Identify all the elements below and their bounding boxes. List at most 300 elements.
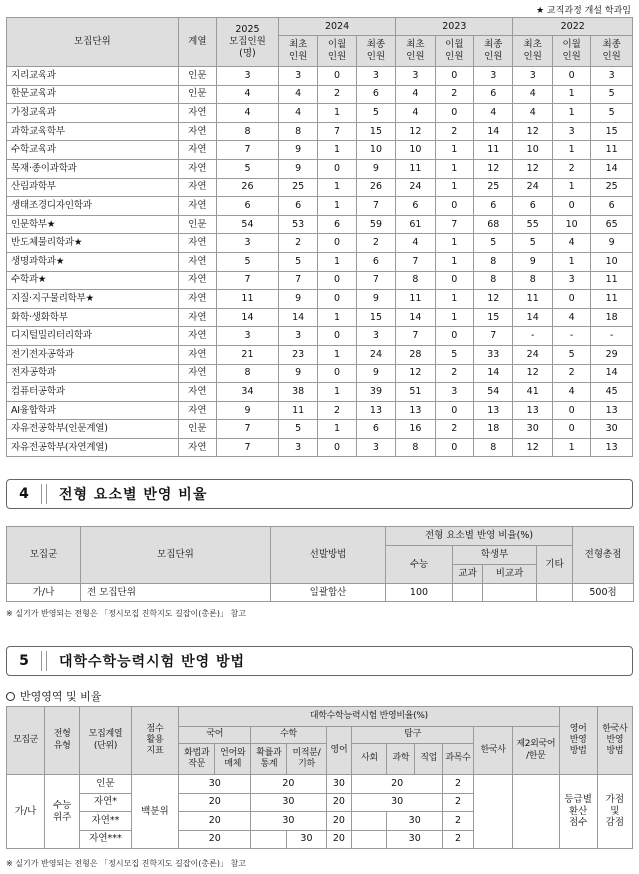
count-cell: 4 — [278, 85, 317, 104]
cell-social-4 — [352, 830, 387, 849]
header-2024-carried: 이월 인원 — [318, 36, 356, 67]
count-cell: 14 — [591, 364, 633, 383]
count-cell: 4 — [278, 104, 317, 123]
count-cell: 0 — [318, 290, 356, 309]
header-2022-carried: 이월 인원 — [552, 36, 590, 67]
count-cell: 7 — [217, 438, 279, 457]
count-cell: 6 — [396, 197, 435, 216]
cell-social-3 — [352, 812, 387, 831]
count-cell: 1 — [552, 104, 590, 123]
count-cell: 24 — [513, 345, 552, 364]
count-cell: 6 — [356, 420, 395, 439]
track-cell: 자연 — [178, 308, 216, 327]
count-cell: 1 — [318, 141, 356, 160]
table-row — [7, 364, 633, 383]
count-cell: 55 — [513, 215, 552, 234]
header-english: 영어 — [326, 727, 352, 775]
cell-math-1: 20 — [251, 775, 326, 794]
count-cell: 11 — [396, 159, 435, 178]
count-cell: 8 — [513, 271, 552, 290]
cell-science-4: 30 — [387, 830, 443, 849]
cell-count-2: 2 — [443, 793, 474, 812]
table-row — [7, 345, 633, 364]
count-cell: 7 — [217, 141, 279, 160]
section-5-subtitle-text: 반영영역 및 비율 — [20, 690, 102, 703]
count-cell: 0 — [318, 438, 356, 457]
cell-suneung: 100 — [386, 584, 453, 602]
count-cell: 4 — [396, 85, 435, 104]
cell-track-1: 인문 — [80, 775, 132, 794]
dept-name: 전기전자공학과 — [7, 345, 179, 364]
table-row — [7, 401, 633, 420]
count-cell: 5 — [474, 234, 513, 253]
table-row — [7, 122, 633, 141]
cell-total: 500점 — [573, 584, 634, 602]
legend-note: ★ 교직과정 개설 학과임 — [536, 6, 631, 16]
count-cell: 11 — [513, 290, 552, 309]
cell-english-3: 20 — [326, 812, 352, 831]
count-cell: 14 — [396, 308, 435, 327]
header-subject: 교과 — [453, 565, 483, 584]
admission-history-table — [6, 17, 633, 457]
count-cell: 9 — [513, 252, 552, 271]
count-cell: 29 — [591, 345, 633, 364]
track-cell: 인문 — [178, 215, 216, 234]
count-cell: 0 — [318, 364, 356, 383]
count-cell: 14 — [217, 308, 279, 327]
count-cell: 51 — [396, 383, 435, 402]
cell-count-3: 2 — [443, 812, 474, 831]
table-row — [7, 290, 633, 309]
header-unit: 모집단위 — [81, 527, 271, 584]
cell-group: 가/나 — [7, 584, 81, 602]
section-5-title: 대학수학능력시험 반영 방법 — [59, 654, 246, 670]
header-score-index: 점수 활용 지표 — [131, 707, 178, 775]
count-cell: 10 — [356, 141, 395, 160]
count-cell: 54 — [217, 215, 279, 234]
count-cell: 1 — [435, 234, 473, 253]
track-cell: 자연 — [178, 290, 216, 309]
cell-track-2: 자연* — [80, 793, 132, 812]
track-cell: 인문 — [178, 67, 216, 86]
selection-ratio-table — [6, 526, 634, 602]
section-4-title: 전형 요소별 반영 비율 — [59, 487, 208, 503]
header-group: 모집군 — [7, 707, 45, 775]
table-row — [7, 197, 633, 216]
dept-name: 목재·종이과학과 — [7, 159, 179, 178]
count-cell: 6 — [217, 197, 279, 216]
header-probability: 확률과 통계 — [251, 744, 287, 775]
dept-name: AI융합학과 — [7, 401, 179, 420]
dept-name: 가정교육과 — [7, 104, 179, 123]
count-cell: 24 — [513, 178, 552, 197]
dept-name: 반도체물리학과★ — [7, 234, 179, 253]
circle-bullet-icon — [6, 692, 15, 701]
dept-name: 수학교육과 — [7, 141, 179, 160]
count-cell: 15 — [356, 308, 395, 327]
header-etc: 기타 — [537, 546, 573, 584]
count-cell: 8 — [217, 122, 279, 141]
count-cell: 25 — [591, 178, 633, 197]
header-2023-initial: 최초 인원 — [396, 36, 435, 67]
count-cell: 13 — [591, 401, 633, 420]
cell-korean-1: 30 — [179, 775, 251, 794]
section-5-header — [6, 646, 633, 676]
table-row — [7, 67, 633, 86]
count-cell: 4 — [396, 104, 435, 123]
count-cell: 38 — [278, 383, 317, 402]
section-5-number: 5 — [19, 653, 29, 669]
count-cell: 11 — [591, 290, 633, 309]
track-cell: 자연 — [178, 122, 216, 141]
header-social: 사회 — [352, 744, 387, 775]
count-cell: 6 — [474, 85, 513, 104]
track-cell: 자연 — [178, 345, 216, 364]
track-cell: 자연 — [178, 383, 216, 402]
count-cell: 1 — [318, 420, 356, 439]
cell-track-3: 자연** — [80, 812, 132, 831]
count-cell: 7 — [396, 252, 435, 271]
count-cell: 9 — [356, 159, 395, 178]
count-cell: 3 — [278, 438, 317, 457]
count-cell: 1 — [435, 290, 473, 309]
section-4-header — [6, 479, 633, 509]
dept-name: 지리교육과 — [7, 67, 179, 86]
cell-english-2: 20 — [326, 793, 352, 812]
header-quota-2025-year: 2025 — [235, 24, 260, 36]
cell-subject — [453, 584, 483, 602]
count-cell: 9 — [278, 141, 317, 160]
count-cell: 13 — [591, 438, 633, 457]
dept-name: 화학·생화학부 — [7, 308, 179, 327]
count-cell: 0 — [435, 104, 473, 123]
count-cell: 10 — [591, 252, 633, 271]
count-cell: 3 — [474, 67, 513, 86]
count-cell: 21 — [217, 345, 279, 364]
section-4-divider — [41, 484, 47, 504]
track-cell: 자연 — [178, 438, 216, 457]
header-history-method: 한국사 반영 방법 — [597, 707, 632, 775]
track-cell: 자연 — [178, 401, 216, 420]
count-cell: 0 — [435, 197, 473, 216]
count-cell: 4 — [217, 104, 279, 123]
section-5-note: ※ 실기가 반영되는 전형은 「정시모집 진학지도 길잡이(총론)」 참고 — [6, 859, 246, 868]
count-cell: 18 — [474, 420, 513, 439]
count-cell: 2 — [552, 159, 590, 178]
track-cell: 자연 — [178, 178, 216, 197]
dept-name: 인문학부★ — [7, 215, 179, 234]
cell-calculus-4: 30 — [287, 830, 326, 849]
count-cell: 1 — [318, 383, 356, 402]
dept-name: 생명과학과★ — [7, 252, 179, 271]
count-cell: 5 — [278, 252, 317, 271]
cell-method: 일괄합산 — [271, 584, 386, 602]
count-cell: 7 — [217, 420, 279, 439]
table-row — [7, 159, 633, 178]
count-cell: 23 — [278, 345, 317, 364]
count-cell: 4 — [513, 104, 552, 123]
count-cell: 68 — [474, 215, 513, 234]
count-cell: 25 — [474, 178, 513, 197]
count-cell: 1 — [435, 159, 473, 178]
header-school-record: 학생부 — [453, 546, 537, 565]
table-row — [7, 85, 633, 104]
count-cell: 13 — [474, 401, 513, 420]
cell-count-4: 2 — [443, 830, 474, 849]
count-cell: 1 — [552, 252, 590, 271]
cell-korean-4: 20 — [179, 830, 251, 849]
track-cell: 자연 — [178, 197, 216, 216]
track-cell: 자연 — [178, 271, 216, 290]
header-2023-final: 최종 인원 — [474, 36, 513, 67]
count-cell: 2 — [435, 364, 473, 383]
count-cell: 53 — [278, 215, 317, 234]
cell-probability-4 — [251, 830, 287, 849]
header-2023-carried: 이월 인원 — [435, 36, 473, 67]
count-cell: 1 — [318, 308, 356, 327]
dept-name: 과학교육학부 — [7, 122, 179, 141]
track-cell: 자연 — [178, 234, 216, 253]
count-cell: 10 — [513, 141, 552, 160]
dept-name: 자유전공학부(인문계열) — [7, 420, 179, 439]
count-cell: 8 — [474, 271, 513, 290]
count-cell: 6 — [318, 215, 356, 234]
count-cell: 8 — [396, 438, 435, 457]
cell-korean-3: 20 — [179, 812, 251, 831]
cell-group: 가/나 — [7, 775, 45, 849]
dept-name: 디지털밀리터리학과 — [7, 327, 179, 346]
count-cell: 3 — [217, 327, 279, 346]
count-cell: 1 — [552, 178, 590, 197]
count-cell: 8 — [396, 271, 435, 290]
dept-name: 생태조경디자인학과 — [7, 197, 179, 216]
cell-english-method: 등급별 환산 점수 — [559, 775, 597, 849]
table-row — [7, 104, 633, 123]
count-cell: 9 — [356, 364, 395, 383]
header-speech-writing: 화법과 작문 — [179, 744, 215, 775]
count-cell: 5 — [217, 159, 279, 178]
count-cell: 12 — [513, 159, 552, 178]
count-cell: 11 — [591, 141, 633, 160]
count-cell: 14 — [474, 364, 513, 383]
count-cell: 1 — [318, 345, 356, 364]
dept-name: 컴퓨터공학과 — [7, 383, 179, 402]
count-cell: 6 — [356, 85, 395, 104]
count-cell: 2 — [435, 122, 473, 141]
count-cell: 2 — [435, 420, 473, 439]
count-cell: 16 — [396, 420, 435, 439]
header-year-2023: 2023 — [396, 18, 513, 36]
track-cell: 자연 — [178, 252, 216, 271]
count-cell: 54 — [474, 383, 513, 402]
track-cell: 인문 — [178, 420, 216, 439]
count-cell: 11 — [474, 141, 513, 160]
section-5-divider — [41, 651, 47, 671]
count-cell: 4 — [513, 85, 552, 104]
track-cell: 인문 — [178, 85, 216, 104]
section-4-note: ※ 실기가 반영되는 전형은 「정시모집 진학지도 길잡이(총론)」 참고 — [6, 609, 246, 618]
cell-math-2: 30 — [251, 793, 326, 812]
table-row — [7, 420, 633, 439]
table-row — [7, 141, 633, 160]
header-dept: 모집단위 — [7, 18, 179, 67]
track-cell: 자연 — [178, 159, 216, 178]
dept-name: 수학과★ — [7, 271, 179, 290]
count-cell: 5 — [356, 104, 395, 123]
count-cell: 5 — [278, 420, 317, 439]
count-cell: 4 — [552, 308, 590, 327]
header-2024-final: 최종 인원 — [356, 36, 395, 67]
count-cell: 1 — [435, 141, 473, 160]
count-cell: 6 — [591, 197, 633, 216]
count-cell: 14 — [278, 308, 317, 327]
count-cell: 12 — [513, 438, 552, 457]
count-cell: 8 — [217, 364, 279, 383]
count-cell: 1 — [552, 141, 590, 160]
count-cell: 3 — [552, 122, 590, 141]
count-cell: 1 — [318, 104, 356, 123]
count-cell: 7 — [278, 271, 317, 290]
count-cell: 3 — [356, 438, 395, 457]
count-cell: 7 — [356, 197, 395, 216]
count-cell: 12 — [396, 364, 435, 383]
count-cell: 2 — [278, 234, 317, 253]
header-group: 모집군 — [7, 527, 81, 584]
count-cell: 30 — [513, 420, 552, 439]
count-cell: 11 — [396, 290, 435, 309]
count-cell: 0 — [318, 234, 356, 253]
count-cell: 45 — [591, 383, 633, 402]
section-4-number: 4 — [19, 486, 29, 502]
count-cell: 39 — [356, 383, 395, 402]
count-cell: 6 — [474, 197, 513, 216]
count-cell: 3 — [356, 67, 395, 86]
dept-name: 자유전공학부(자연계열) — [7, 438, 179, 457]
count-cell: 13 — [513, 401, 552, 420]
header-total: 전형총점 — [573, 527, 634, 584]
count-cell: - — [552, 327, 590, 346]
count-cell: 12 — [474, 290, 513, 309]
count-cell: 4 — [552, 383, 590, 402]
count-cell: 4 — [217, 85, 279, 104]
count-cell: 2 — [356, 234, 395, 253]
count-cell: 24 — [356, 345, 395, 364]
cell-nonsubject — [483, 584, 537, 602]
count-cell: 9 — [278, 364, 317, 383]
count-cell: 30 — [591, 420, 633, 439]
count-cell: 6 — [278, 197, 317, 216]
track-cell: 자연 — [178, 104, 216, 123]
header-quota-2025-label: 모집인원 (명) — [229, 36, 266, 59]
track-cell: 자연 — [178, 364, 216, 383]
count-cell: 7 — [217, 271, 279, 290]
count-cell: 11 — [278, 401, 317, 420]
count-cell: 3 — [278, 67, 317, 86]
cell-science-3: 30 — [387, 812, 443, 831]
header-suneung: 수능 — [386, 546, 453, 584]
table-row — [7, 215, 633, 234]
header-type: 전형 유형 — [45, 707, 80, 775]
count-cell: 0 — [552, 67, 590, 86]
count-cell: 34 — [217, 383, 279, 402]
dept-name: 산림과학부 — [7, 178, 179, 197]
count-cell: 4 — [474, 104, 513, 123]
dept-name: 전자공학과 — [7, 364, 179, 383]
count-cell: 0 — [435, 401, 473, 420]
count-cell: 5 — [591, 104, 633, 123]
count-cell: 1 — [318, 197, 356, 216]
count-cell: 2 — [552, 364, 590, 383]
count-cell: 2 — [318, 85, 356, 104]
count-cell: 12 — [396, 122, 435, 141]
count-cell: 9 — [278, 290, 317, 309]
header-2022-initial: 최초 인원 — [513, 36, 552, 67]
count-cell: - — [591, 327, 633, 346]
count-cell: 3 — [552, 271, 590, 290]
header-2024-initial: 최초 인원 — [278, 36, 317, 67]
header-ratio: 대학수학능력시험 반영비율(%) — [179, 707, 559, 727]
count-cell: 12 — [513, 364, 552, 383]
count-cell: 11 — [217, 290, 279, 309]
count-cell: 0 — [318, 67, 356, 86]
count-cell: 3 — [217, 234, 279, 253]
header-year-2022: 2022 — [513, 18, 633, 36]
count-cell: 0 — [435, 67, 473, 86]
count-cell: 41 — [513, 383, 552, 402]
count-cell: 14 — [474, 122, 513, 141]
cell-count-1: 2 — [443, 775, 474, 794]
count-cell: 12 — [474, 159, 513, 178]
count-cell: 3 — [278, 327, 317, 346]
cell-track-4: 자연*** — [80, 830, 132, 849]
count-cell: 7 — [396, 327, 435, 346]
count-cell: 13 — [356, 401, 395, 420]
header-vocational: 직업 — [415, 744, 443, 775]
dept-name: 지질·지구물리학부★ — [7, 290, 179, 309]
table-row — [7, 308, 633, 327]
track-cell: 자연 — [178, 141, 216, 160]
header-calculus: 미적분/ 기하 — [287, 744, 326, 775]
count-cell: 3 — [591, 67, 633, 86]
header-history: 한국사 — [473, 727, 512, 775]
header-nonsubject: 비교과 — [483, 565, 537, 584]
table-row — [7, 252, 633, 271]
count-cell: 59 — [356, 215, 395, 234]
count-cell: 2 — [318, 401, 356, 420]
count-cell: 1 — [552, 85, 590, 104]
count-cell: 0 — [552, 401, 590, 420]
table-row — [7, 271, 633, 290]
header-year-2024: 2024 — [278, 18, 395, 36]
count-cell: 5 — [552, 345, 590, 364]
count-cell: 5 — [435, 345, 473, 364]
count-cell: 11 — [591, 271, 633, 290]
header-language-media: 언어와 매체 — [215, 744, 251, 775]
table-row — [7, 327, 633, 346]
count-cell: 10 — [552, 215, 590, 234]
suneung-ratio-table — [6, 706, 633, 849]
header-method: 선발방법 — [271, 527, 386, 584]
count-cell: 2 — [435, 85, 473, 104]
count-cell: 15 — [591, 122, 633, 141]
count-cell: 9 — [278, 159, 317, 178]
count-cell: 9 — [217, 401, 279, 420]
cell-history-method: 가점 및 감점 — [597, 775, 632, 849]
cell-math-3: 30 — [251, 812, 326, 831]
cell-english-4: 20 — [326, 830, 352, 849]
count-cell: 0 — [318, 271, 356, 290]
track-cell: 자연 — [178, 327, 216, 346]
